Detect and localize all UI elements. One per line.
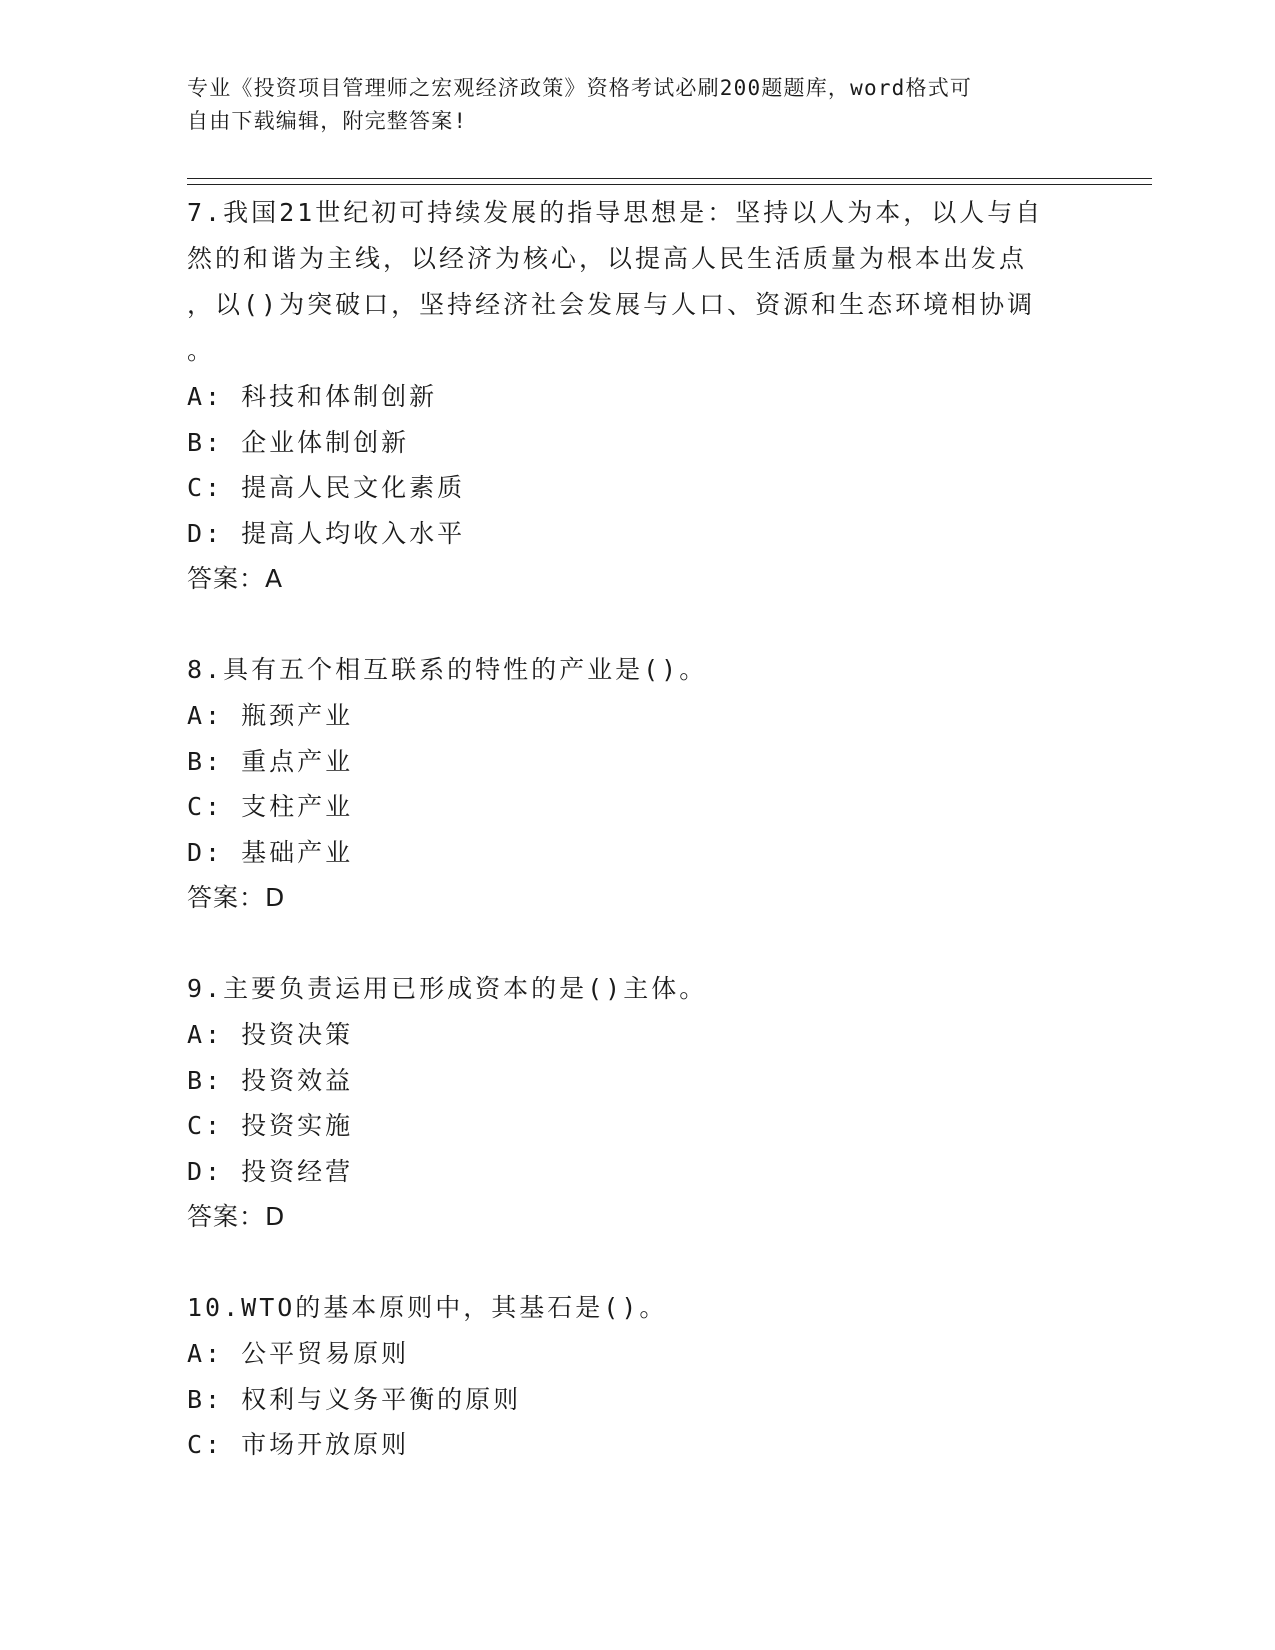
header-divider-top: [187, 178, 1152, 179]
option-b: B: 重点产业: [187, 746, 354, 776]
option-a: A: 投资决策: [187, 1020, 354, 1049]
option-c: C: 投资实施: [187, 1111, 354, 1140]
option-b: B: 投资效益: [187, 1065, 354, 1095]
question-block: [187, 190, 1087, 602]
option-c: C: 支柱产业: [187, 792, 354, 821]
question-stem-line: 8.具有五个相互联系的特性的产业是()。: [187, 655, 708, 684]
option-a: A: 科技和体制创新: [187, 382, 438, 411]
answer-label: 答案：D: [187, 1202, 286, 1231]
option-a: A: 瓶颈产业: [187, 701, 354, 730]
option-b: B: 权利与义务平衡的原则: [187, 1384, 522, 1414]
option-d: D: 基础产业: [187, 837, 354, 867]
question-block: [187, 966, 1087, 1240]
option-d: D: 投资经营: [187, 1156, 354, 1186]
question-stem-line: 9.主要负责运用已形成资本的是()主体。: [187, 974, 708, 1003]
document-header: [187, 72, 1087, 138]
question-stem-line: 。: [187, 336, 216, 365]
question-block: [187, 647, 1087, 921]
question-stem-line: 然的和谐为主线，以经济为核心，以提高人民生活质量为根本出发点: [187, 244, 1028, 273]
header-line-2: 自由下载编辑，附完整答案!: [187, 109, 468, 133]
question-stem-line: ，以()为突破口，坚持经济社会发展与人口、资源和生态环境相协调: [187, 290, 1036, 319]
header-line-1: 专业《投资项目管理师之宏观经济政策》资格考试必刷200题题库，word格式可: [187, 76, 973, 100]
option-d: D: 提高人均收入水平: [187, 518, 466, 548]
question-stem-line: 7.我国21世纪初可持续发展的指导思想是：坚持以人为本，以人与自: [187, 198, 1044, 227]
question-stem-line: 10.WTO的基本原则中，其基石是()。: [187, 1293, 668, 1322]
spacer: [187, 921, 1087, 966]
question-list: [187, 190, 1087, 1468]
option-b: B: 企业体制创新: [187, 427, 410, 457]
spacer: [187, 602, 1087, 647]
option-c: C: 提高人民文化素质: [187, 473, 466, 502]
option-c: C: 市场开放原则: [187, 1430, 410, 1459]
spacer: [187, 1240, 1087, 1285]
option-a: A: 公平贸易原则: [187, 1339, 410, 1368]
answer-label: 答案：D: [187, 883, 286, 912]
question-block: [187, 1285, 1087, 1468]
answer-label: 答案：A: [187, 564, 284, 593]
header-divider-bottom: [187, 184, 1152, 185]
